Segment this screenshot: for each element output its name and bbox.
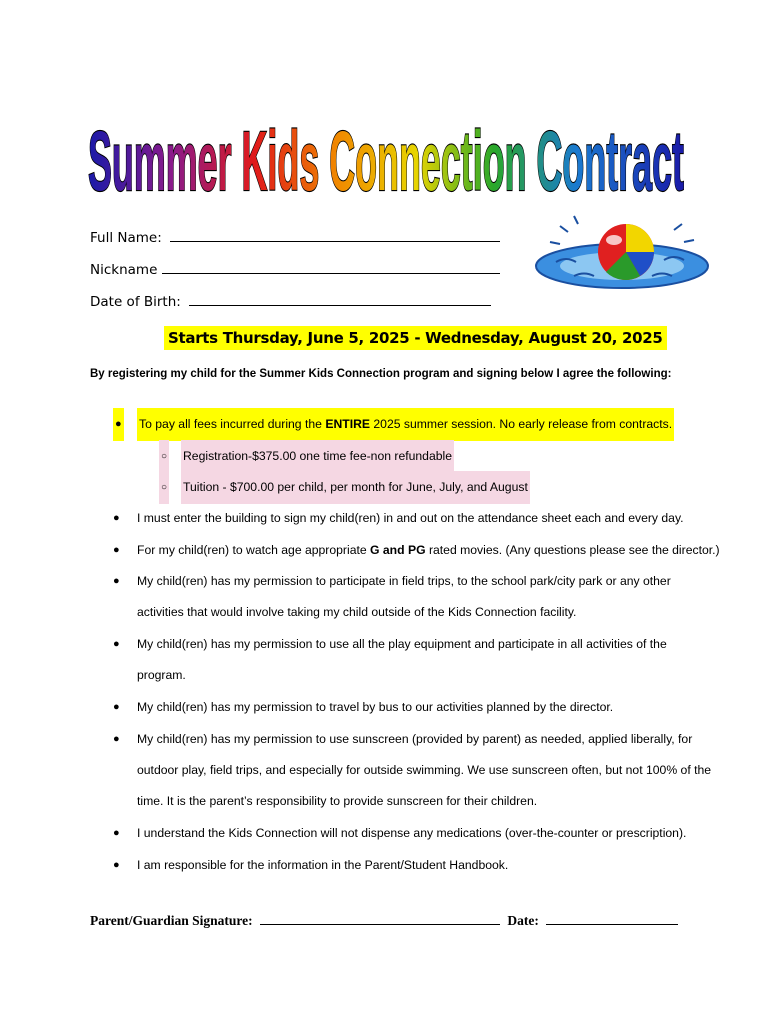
- attendance-text: I must enter the building to sign my child(ren) in and out on the attendance sheet each and every day.: [137, 511, 684, 525]
- bus-text: My child(ren) has my permission to travel by bus to our activities planned by the director.: [137, 700, 614, 714]
- list-item-sunscreen: [0, 724, 770, 755]
- list-item-sunscreen-cont-2: [0, 786, 770, 817]
- bullet-icon: ●: [113, 638, 120, 650]
- sub-bullet-icon: ○: [159, 471, 169, 504]
- field-trips-text-cont: activities that would involve taking my child outside of the Kids Connection facility.: [137, 605, 577, 619]
- contract-title: [88, 112, 688, 208]
- list-item-handbook: [0, 850, 770, 881]
- list-item-play-equipment: [0, 629, 770, 660]
- field-trips-text: My child(ren) has my permission to participate in field trips, to the school park/city park or any other: [137, 574, 671, 588]
- list-item-medications: [0, 818, 770, 849]
- handbook-text: I am responsible for the information in the Parent/Student Handbook.: [137, 858, 509, 872]
- list-item-sunscreen-cont: [0, 755, 770, 786]
- signature-row: [90, 912, 678, 929]
- date-of-birth-line[interactable]: [189, 293, 491, 306]
- sub-bullet-icon: ○: [159, 440, 169, 473]
- full-name-label: Full Name:: [90, 230, 162, 246]
- list-item-play-equipment-cont: [0, 660, 770, 691]
- nickname-label: Nickname: [90, 262, 158, 278]
- beach-ball-in-water-icon: [534, 214, 710, 294]
- nickname-field[interactable]: [90, 260, 500, 292]
- sunscreen-text: My child(ren) has my permission to use sunscreen (provided by parent) as needed, applied liberally, for: [137, 732, 693, 746]
- full-name-line[interactable]: [170, 229, 500, 242]
- bullet-icon: ●: [113, 733, 120, 745]
- date-label: Date:: [507, 913, 539, 928]
- play-equipment-text-cont: program.: [137, 668, 186, 682]
- sunscreen-text-cont-2: time. It is the parent’s responsibility to provide sunscreen for their children.: [137, 794, 538, 808]
- play-equipment-text: My child(ren) has my permission to use all the play equipment and participate in all activities of the: [137, 637, 667, 651]
- title-text: Summer Kids Connection Contract: [88, 114, 684, 208]
- bullet-icon: ●: [113, 544, 120, 556]
- list-item-field-trips-cont: [0, 597, 770, 628]
- bullet-icon: ●: [113, 859, 120, 871]
- movies-text: For my child(ren) to watch age appropriate G and PG rated movies. (Any questions please see the director.): [137, 543, 720, 557]
- list-item-movies: [0, 535, 770, 566]
- list-item-field-trips: [0, 566, 770, 597]
- full-name-field[interactable]: [90, 228, 500, 260]
- list-item-registration-fee: [0, 440, 770, 471]
- bullet-icon: ●: [113, 408, 124, 441]
- signature-label: Parent/Guardian Signature:: [90, 913, 253, 928]
- student-info-fields: [90, 228, 500, 324]
- bullet-icon: ●: [113, 575, 120, 587]
- list-item-bus: [0, 692, 770, 723]
- tuition-fee-text: Tuition - $700.00 per child, per month for June, July, and August: [181, 471, 530, 504]
- bullet-icon: ●: [113, 512, 120, 524]
- nickname-line[interactable]: [162, 261, 500, 274]
- list-item-fees: [0, 408, 770, 439]
- list-item-tuition-fee: [0, 471, 770, 502]
- program-dates-banner: Starts Thursday, June 5, 2025 - Wednesday, August 20, 2025: [164, 326, 667, 350]
- date-of-birth-field[interactable]: [90, 292, 500, 324]
- agreement-intro: By registering my child for the Summer Kids Connection program and signing below I agree the following:: [90, 368, 672, 380]
- sunscreen-text-cont-1: outdoor play, field trips, and especially for outside swimming. We use sunscreen often, but not 100% of the: [137, 763, 712, 777]
- registration-fee-text: Registration-$375.00 one time fee-non refundable: [181, 440, 454, 473]
- date-of-birth-label: Date of Birth:: [90, 294, 181, 310]
- fees-text: To pay all fees incurred during the ENTIRE 2025 summer session. No early release from contracts.: [137, 408, 674, 441]
- bullet-icon: ●: [113, 827, 120, 839]
- medications-text: I understand the Kids Connection will not dispense any medications (over-the-counter or prescription).: [137, 826, 687, 840]
- bullet-icon: ●: [113, 701, 120, 713]
- date-line[interactable]: [546, 912, 678, 925]
- signature-line[interactable]: [260, 912, 500, 925]
- list-item-attendance: [0, 503, 770, 534]
